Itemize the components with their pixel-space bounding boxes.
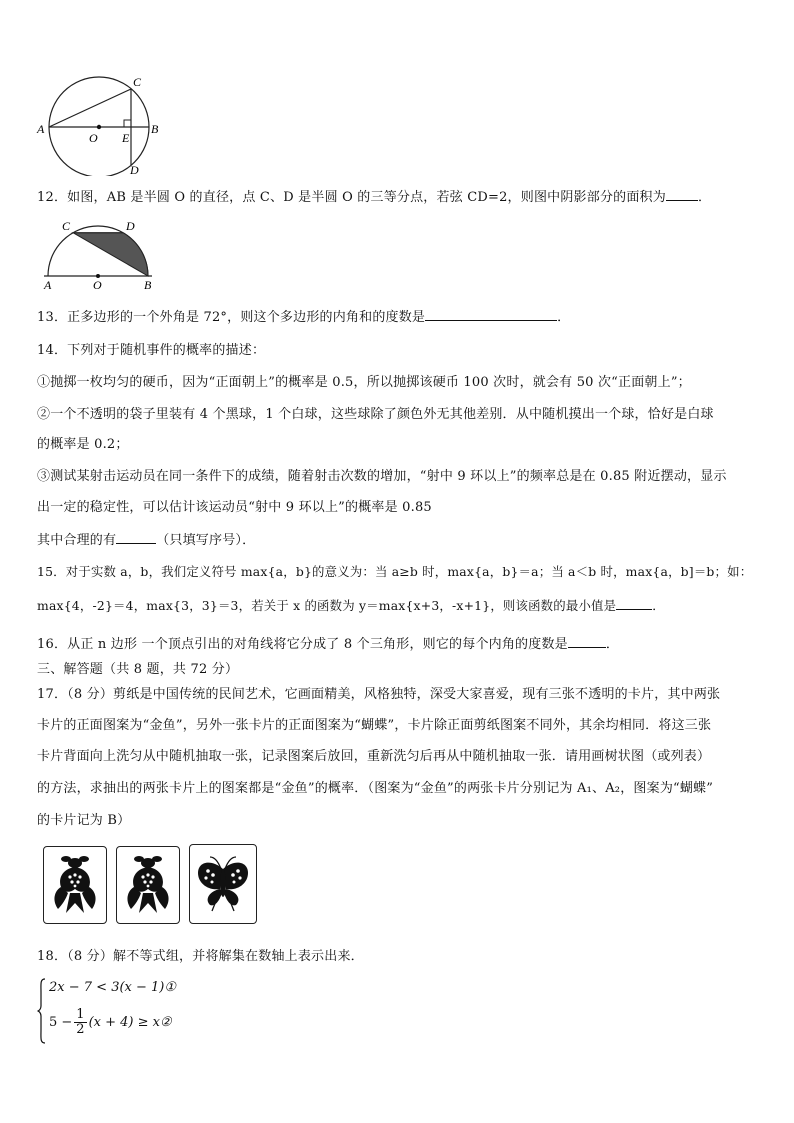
q14-item-1: ①抛掷一枚均匀的硬币，因为“正面朝上”的概率是 0.5，所以抛掷该硬币 100 次时，就会有 50 次“正面朝上”； [37,375,691,390]
q16-end: ． [605,637,620,652]
ineq2-pre: 5 − [49,1015,73,1030]
card-butterfly-b [189,844,257,924]
q15-line-1: 15．对于实数 a，b，我们定义符号 max{a，b}的意义为：当 a≥b 时，max{a，b}＝a；当 a＜b 时，max{a，b]＝b；如： [37,564,753,579]
butterfly-papercut-icon [190,845,256,923]
circle-figure [34,74,174,176]
q14-item-3a: ③测试某射击运动员在同一条件下的成绩，随着射击次数的增加，“射中 9 环以上”的频率总是在 0.85 附近摆动，显示 [37,469,727,484]
card-goldfish-a2 [116,846,180,924]
label-A: A [37,122,45,136]
q12-text: 12．如图，AB 是半圆 O 的直径，点 C、D 是半圆 O 的三等分点，若弦 CD=2，则图中阴影部分的面积为 [37,190,666,205]
inequality-2 [49,1008,172,1037]
label-B: B [151,122,159,136]
q16-answer-blank[interactable] [568,634,606,648]
q14-item-2a: ②一个不透明的袋子里装有 4 个黑球，1 个白球，这些球除了颜色外无其他差别．从中随机摸出一个球，恰好是白球 [37,407,714,422]
q14-answer-post: （只填写序号）． [156,533,256,548]
question-13 [37,307,570,327]
inequality-system [37,978,237,1046]
question-12 [37,187,711,207]
semicircle-figure [38,214,158,290]
semi-label-B: B [144,278,152,290]
q17-line-5: 的卡片记为 B） [37,813,131,828]
goldfish-papercut-icon [44,847,106,923]
card-goldfish-a1 [43,846,107,924]
semi-label-O: O [93,278,102,290]
fraction-denominator: 2 [76,1022,85,1037]
label-O: O [89,131,98,145]
q15-end: ． [652,598,665,613]
ineq2-post: (x + 4) ≥ x② [88,1015,172,1030]
q13-answer-blank[interactable] [425,307,557,321]
semi-label-D: D [126,219,135,233]
q13-end: ． [557,310,571,325]
fraction [74,1008,86,1037]
q14-intro: 14．下列对于随机事件的概率的描述： [37,343,266,358]
q12-answer-blank[interactable] [666,187,698,201]
q15-answer-blank[interactable] [616,596,652,610]
semi-label-C: C [62,219,71,233]
q14-item-2b: 的概率是 0.2； [37,437,129,452]
q18-text: 18．（8 分）解不等式组，并将解集在数轴上表示出来． [37,949,364,964]
q12-end: ． [697,190,712,205]
q17-line-4: 的方法，求抽出的两张卡片上的图案都是“金鱼”的概率．（图案为“金鱼”的两张卡片分别记为 A₁、A₂，图案为“蝴蝶” [37,781,714,796]
q17-line-3: 卡片背面向上洗匀从中随机抽取一张，记录图案后放回，重新洗匀后再从中随机抽取一张．请用画树状图（或列表） [37,749,711,764]
label-E: E [122,131,130,145]
section-title: 三、解答题（共 8 题，共 72 分） [37,662,239,677]
q14-answer-line [37,530,255,550]
q17-line-1: 17．（8 分）剪纸是中国传统的民间艺术，它画面精美，风格独特，深受大家喜爱，现有三张不透明的卡片，其中两张 [37,687,721,702]
inequality-1: 2x − 7 < 3(x − 1)① [49,980,177,995]
q14-answer-pre: 其中合理的有 [37,533,117,548]
q16-text: 16．从正 n 边形 一个顶点引出的对角线将它分成了 8 个三角形，则它的每个内角的度数是 [37,637,568,652]
q15-line-2 [37,596,665,615]
q15-line-2-text: max{4，-2}＝4，max{3，3}＝3，若关于 x 的函数为 y＝max{x+3，-x+1}，则该函数的最小值是 [37,598,617,613]
question-16 [37,634,619,654]
label-C: C [133,75,142,89]
q13-text: 13．正多边形的一个外角是 72°，则这个多边形的内角和的度数是 [37,310,426,325]
q17-line-2: 卡片的正面图案为“金鱼”，另外一张卡片的正面图案为“蝴蝶”，卡片除正面剪纸图案不同外，其余均相同．将这三张 [37,718,712,733]
fraction-numerator: 1 [76,1007,85,1022]
semi-label-A: A [44,278,52,290]
q14-item-3b: 出一定的稳定性，可以估计该运动员“射中 9 环以上”的概率是 0.85 [37,500,432,515]
label-D: D [130,163,139,176]
goldfish-papercut-icon [117,847,179,923]
q14-answer-blank[interactable] [116,530,156,544]
left-brace [37,978,47,1044]
